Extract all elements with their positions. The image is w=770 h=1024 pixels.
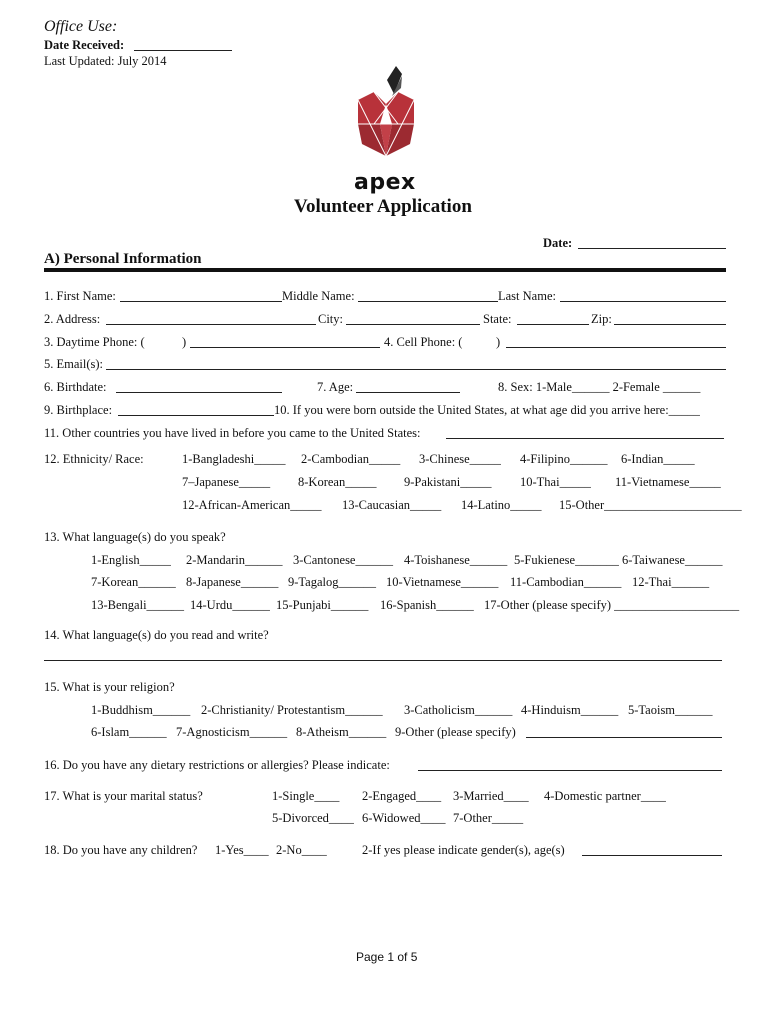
daytime-phone-label: 3. Daytime Phone: (: [44, 335, 145, 349]
daytime-phone-field[interactable]: [190, 347, 380, 348]
ethnicity-option[interactable]: 4-Filipino______: [520, 452, 608, 466]
age-label: 7. Age:: [317, 380, 354, 394]
section-personal-info: A) Personal Information: [44, 251, 202, 267]
ethnicity-option[interactable]: 15-Other______________________: [559, 498, 742, 512]
date-label: Date:: [543, 236, 573, 250]
office-use-title: Office Use:: [44, 18, 118, 35]
religion-label: 15. What is your religion?: [44, 680, 175, 694]
first-name-field[interactable]: [120, 301, 282, 302]
city-field[interactable]: [346, 324, 480, 325]
ethnicity-option[interactable]: 8-Korean_____: [298, 475, 377, 489]
religion-option[interactable]: 7-Agnosticism______: [176, 725, 288, 739]
last-updated: Last Updated: July 2014: [44, 54, 167, 68]
sex-options[interactable]: 8. Sex: 1-Male______ 2-Female ______: [498, 380, 701, 394]
language-option[interactable]: 10-Vietnamese______: [386, 575, 499, 589]
languages-read-write-label: 14. What language(s) do you read and write?: [44, 628, 269, 642]
other-countries-label: 11. Other countries you have lived in before you came to the United States:: [44, 426, 421, 440]
children-gender-field[interactable]: [582, 855, 722, 856]
cell-phone-paren: ): [496, 335, 501, 349]
date-received-field[interactable]: [134, 50, 232, 51]
page-number: Page 1 of 5: [356, 950, 418, 964]
language-option[interactable]: 3-Cantonese______: [293, 553, 393, 567]
birthdate-label: 6. Birthdate:: [44, 380, 107, 394]
religion-option[interactable]: 6-Islam______: [91, 725, 167, 739]
address-field[interactable]: [106, 324, 316, 325]
language-option[interactable]: 5-Fukienese_______: [514, 553, 619, 567]
religion-option[interactable]: 3-Catholicism______: [404, 703, 513, 717]
children-no-option[interactable]: 2-No____: [276, 843, 327, 857]
middle-name-field[interactable]: [358, 301, 498, 302]
arrival-age-question: 10. If you were born outside the United States, at what age did you arrive here:_____: [274, 403, 700, 417]
language-option[interactable]: 1-English_____: [91, 553, 171, 567]
state-field[interactable]: [517, 324, 589, 325]
marital-status-label: 17. What is your marital status?: [44, 789, 203, 803]
religion-option[interactable]: 1-Buddhism______: [91, 703, 191, 717]
ethnicity-option[interactable]: 1-Bangladeshi_____: [182, 452, 286, 466]
dietary-field[interactable]: [418, 770, 722, 771]
language-option[interactable]: 12-Thai______: [632, 575, 710, 589]
city-label: City:: [318, 312, 344, 326]
ethnicity-option[interactable]: 12-African-American_____: [182, 498, 322, 512]
language-option[interactable]: 6-Taiwanese______: [622, 553, 723, 567]
ethnicity-option[interactable]: 6-Indian_____: [621, 452, 695, 466]
form-title: Volunteer Application: [294, 196, 472, 217]
religion-other-field[interactable]: [526, 737, 722, 738]
cell-phone-field[interactable]: [506, 347, 726, 348]
religion-option[interactable]: 8-Atheism______: [296, 725, 387, 739]
zip-field[interactable]: [614, 324, 726, 325]
ethnicity-option[interactable]: 3-Chinese_____: [419, 452, 501, 466]
zip-label: Zip:: [591, 312, 612, 326]
state-label: State:: [483, 312, 512, 326]
language-option[interactable]: 13-Bengali______: [91, 598, 185, 612]
ethnicity-option[interactable]: 7–Japanese_____: [182, 475, 271, 489]
ethnicity-option[interactable]: 11-Vietnamese_____: [615, 475, 721, 489]
language-option[interactable]: 4-Toishanese______: [404, 553, 508, 567]
marital-option[interactable]: 5-Divorced____: [272, 811, 354, 825]
religion-option[interactable]: 2-Christianity/ Protestantism______: [201, 703, 383, 717]
email-field[interactable]: [106, 369, 726, 370]
date-received-label: Date Received:: [44, 38, 125, 52]
email-label: 5. Email(s):: [44, 357, 104, 371]
religion-option[interactable]: 4-Hinduism______: [521, 703, 619, 717]
age-field[interactable]: [356, 392, 460, 393]
language-option[interactable]: 15-Punjabi______: [276, 598, 369, 612]
marital-option[interactable]: 3-Married____: [453, 789, 529, 803]
marital-option[interactable]: 1-Single____: [272, 789, 340, 803]
ethnicity-option[interactable]: 9-Pakistani_____: [404, 475, 492, 489]
marital-option[interactable]: 7-Other_____: [453, 811, 524, 825]
dietary-label: 16. Do you have any dietary restrictions or allergies? Please indicate:: [44, 758, 390, 772]
religion-option[interactable]: 9-Other (please specify): [395, 725, 516, 739]
apex-wordmark: apex: [354, 170, 416, 195]
cell-phone-label: 4. Cell Phone: (: [384, 335, 463, 349]
marital-option[interactable]: 2-Engaged____: [362, 789, 442, 803]
language-option[interactable]: 8-Japanese______: [186, 575, 279, 589]
last-name-field[interactable]: [560, 301, 726, 302]
language-option[interactable]: 7-Korean______: [91, 575, 176, 589]
ethnicity-option[interactable]: 10-Thai_____: [520, 475, 591, 489]
language-option[interactable]: 17-Other (please specify) ____________________: [484, 598, 740, 612]
ethnicity-option[interactable]: 2-Cambodian_____: [301, 452, 401, 466]
marital-option[interactable]: 4-Domestic partner____: [544, 789, 666, 803]
languages-spoken-label: 13. What language(s) do you speak?: [44, 530, 226, 544]
other-countries-field[interactable]: [446, 438, 724, 439]
religion-option[interactable]: 5-Taoism______: [628, 703, 713, 717]
daytime-phone-paren: ): [182, 335, 187, 349]
apex-logo-icon: [350, 64, 420, 174]
children-gender-label: 2-If yes please indicate gender(s), age(s): [362, 843, 565, 857]
children-yes-option[interactable]: 1-Yes____: [215, 843, 269, 857]
language-option[interactable]: 9-Tagalog______: [288, 575, 376, 589]
ethnicity-option[interactable]: 14-Latino_____: [461, 498, 542, 512]
last-name-label: Last Name:: [498, 289, 556, 303]
language-option[interactable]: 16-Spanish______: [380, 598, 474, 612]
first-name-label: 1. First Name:: [44, 289, 116, 303]
languages-read-write-field[interactable]: [44, 660, 722, 661]
marital-option[interactable]: 6-Widowed____: [362, 811, 446, 825]
language-option[interactable]: 14-Urdu______: [190, 598, 270, 612]
middle-name-label: Middle Name:: [282, 289, 355, 303]
language-option[interactable]: 11-Cambodian______: [510, 575, 622, 589]
children-label: 18. Do you have any children?: [44, 843, 198, 857]
birthdate-field[interactable]: [116, 392, 282, 393]
ethnicity-option[interactable]: 13-Caucasian_____: [342, 498, 442, 512]
address-label: 2. Address:: [44, 312, 101, 326]
language-option[interactable]: 2-Mandarin______: [186, 553, 283, 567]
birthplace-field[interactable]: [118, 415, 274, 416]
date-field[interactable]: [578, 248, 726, 249]
birthplace-label: 9. Birthplace:: [44, 403, 113, 417]
section-divider: [44, 268, 726, 272]
ethnicity-label: 12. Ethnicity/ Race:: [44, 452, 144, 466]
